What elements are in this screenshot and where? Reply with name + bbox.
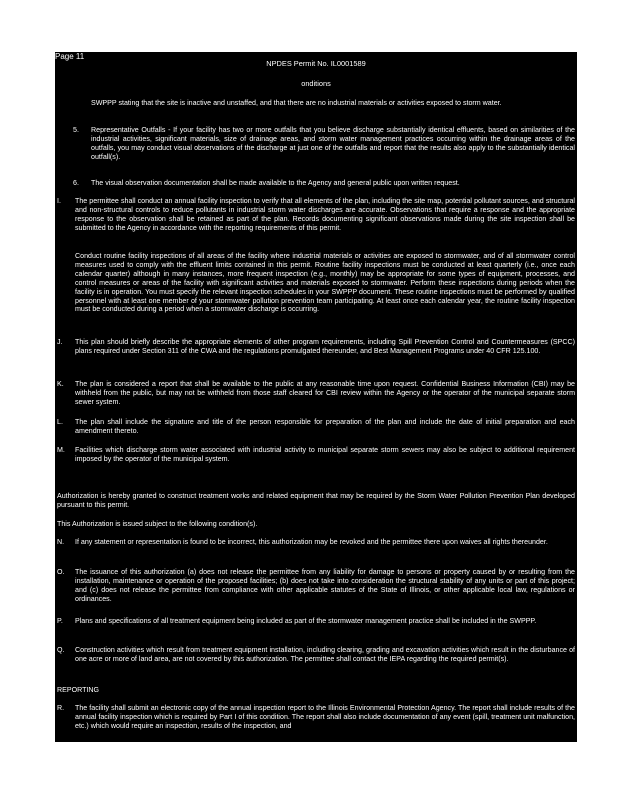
item-text: The plan shall include the signature and title of the person responsible for preparation of the plan and include the date of initial preparation and each amendment thereto. (75, 418, 575, 435)
reporting-heading: REPORTING (57, 686, 100, 694)
item-text: The permittee shall conduct an annual facility inspection to verify that all elements of the plan, including the site map, potential pollutant sources, and structural and non-structural controls to reduce pollutants in industrial storm water discharges are accurate. Observations that require a response and the appropriate response to the observation shall be retained as part of the plan. Records documenting significant observations made during the site inspection shall be submitted to the Agency in accordance with the reporting requirements of this permit. (75, 197, 575, 232)
list-item-m (57, 446, 575, 466)
list-item-q (57, 646, 575, 676)
item-label: L. (57, 418, 63, 426)
document-page (55, 52, 577, 742)
item-text: Representative Outfalls - If your facility has two or more outfalls that you believe discharge substantially identical effluents, based on similarities of the industrial activities, significant materials, size of drainage areas, and storm water management practices occurring within the drainage areas of the outfalls, you may conduct visual observations of the discharge at just one of the outfalls and report that the results also apply to the substantially identical outfall(s). (91, 126, 575, 161)
permit-header: NPDES Permit No. IL0001589 (266, 59, 366, 68)
item-text: Construction activities which result from treatment equipment installation, including clearing, grading and excavation activities which result in the disturbance of one acre or more of land area, are not covered by this authorization. The permittee shall contact the IEPA regarding the required permit(s). (75, 646, 575, 663)
list-item-5 (73, 126, 575, 174)
list-item-k (57, 380, 575, 410)
list-item-l (57, 418, 575, 438)
item-label: M. (57, 446, 65, 454)
item-label: K. (57, 380, 64, 388)
item-label: P. (57, 617, 63, 625)
item-text: Plans and specifications of all treatment equipment being included as part of the stormwater management practice shall be included in the SWPPP. (75, 617, 537, 625)
list-item-r (57, 704, 575, 734)
item-i-paragraph-2: Conduct routine facility inspections of all areas of the facility where industrial materials or activities are exposed to stormwater, and of all stormwater control measures used to comply with the effluent limits contained in this permit. Routine facility inspections must be conducted at least quarterly (i.e., once each calendar quarter) although in many instances, more frequent inspection (e.g., monthly) may be appropriate for some types of equipment, processes, and control measures or areas of the facility with significant activities and materials exposed to stormwater. Perform these inspections during periods when the facility is in operation. You must specify the relevant inspection schedules in your SWPPP document. These routine inspections must be performed by qualified personnel with at least one member of your stormwater pollution prevention team participating. At least once each calendar year, the routine facility inspection must be conducted during a period when a stormwater discharge is occurring. (75, 252, 575, 314)
conditions-header: onditions (301, 79, 331, 88)
item-label: N. (57, 538, 65, 546)
list-item-6 (73, 179, 575, 191)
item-text: This plan should briefly describe the appropriate elements of other program requirements, including Spill Prevention Control and Countermeasures (SPCC) plans required under Section 311 of the CWA and the regulations promulgated thereunder, and Best Management Programs under 40 CFR 125.100. (75, 338, 575, 355)
item-text: Facilities which discharge storm water associated with industrial activity to municipal separate storm sewers may also be subject to additional requirement imposed by the operator of the municipal system. (75, 446, 575, 463)
list-item-n (57, 538, 575, 558)
list-item-i (57, 197, 575, 247)
list-item-j (57, 338, 575, 368)
list-item-p (57, 617, 575, 637)
item-text: The plan is considered a report that shall be available to the public at any reasonable time upon request. Confidential Business Information (CBI) may be withheld from the public, but may not be withheld from those staff cleared for CBI review within the Agency or the operator of the municipal separate storm sewer system. (75, 380, 575, 406)
item-text: If any statement or representation is found to be incorrect, this authorization may be revoked and the permittee there upon waives all rights thereunder. (75, 538, 548, 546)
item-label: 6. (73, 179, 79, 187)
item-label: I. (57, 197, 61, 205)
item-label: O. (57, 568, 65, 576)
item-text: The visual observation documentation shall be made available to the Agency and general public upon written request. (91, 179, 460, 187)
page-number: Page 11 (55, 52, 85, 61)
intro-continuation: SWPPP stating that the site is inactive and unstaffed, and that there are no industrial materials or activities exposed to storm water. (91, 99, 502, 107)
item-label: Q. (57, 646, 65, 654)
authorization-subject: This Authorization is issued subject to the following condition(s). (57, 520, 258, 528)
item-label: J. (57, 338, 63, 346)
item-text: The issuance of this authorization (a) does not release the permittee from any liability for damage to persons or property caused by or resulting from the installation, maintenance or operation of the proposed facilities; (b) does not take into consideration the structural stability of any units or part of this project; and (c) does not release the permittee from compliance with other applicable statutes of the State of Illinois, or other applicable local law, regulations or ordinances. (75, 568, 575, 603)
item-label: 5. (73, 126, 79, 134)
authorization-paragraph: Authorization is hereby granted to construct treatment works and related equipment that may be required by the Storm Water Pollution Prevention Plan developed pursuant to this permit. (57, 492, 575, 509)
item-label: R. (57, 704, 65, 712)
list-item-o (57, 568, 575, 608)
item-text: The facility shall submit an electronic copy of the annual inspection report to the Illinois Environmental Protection Agency. The report shall include results of the annual facility inspection which is required by Part I of this condition. The report shall also include documentation of any event (spill, treatment unit malfunction, etc.) which would require an inspection, results of the inspection, and (75, 704, 575, 730)
